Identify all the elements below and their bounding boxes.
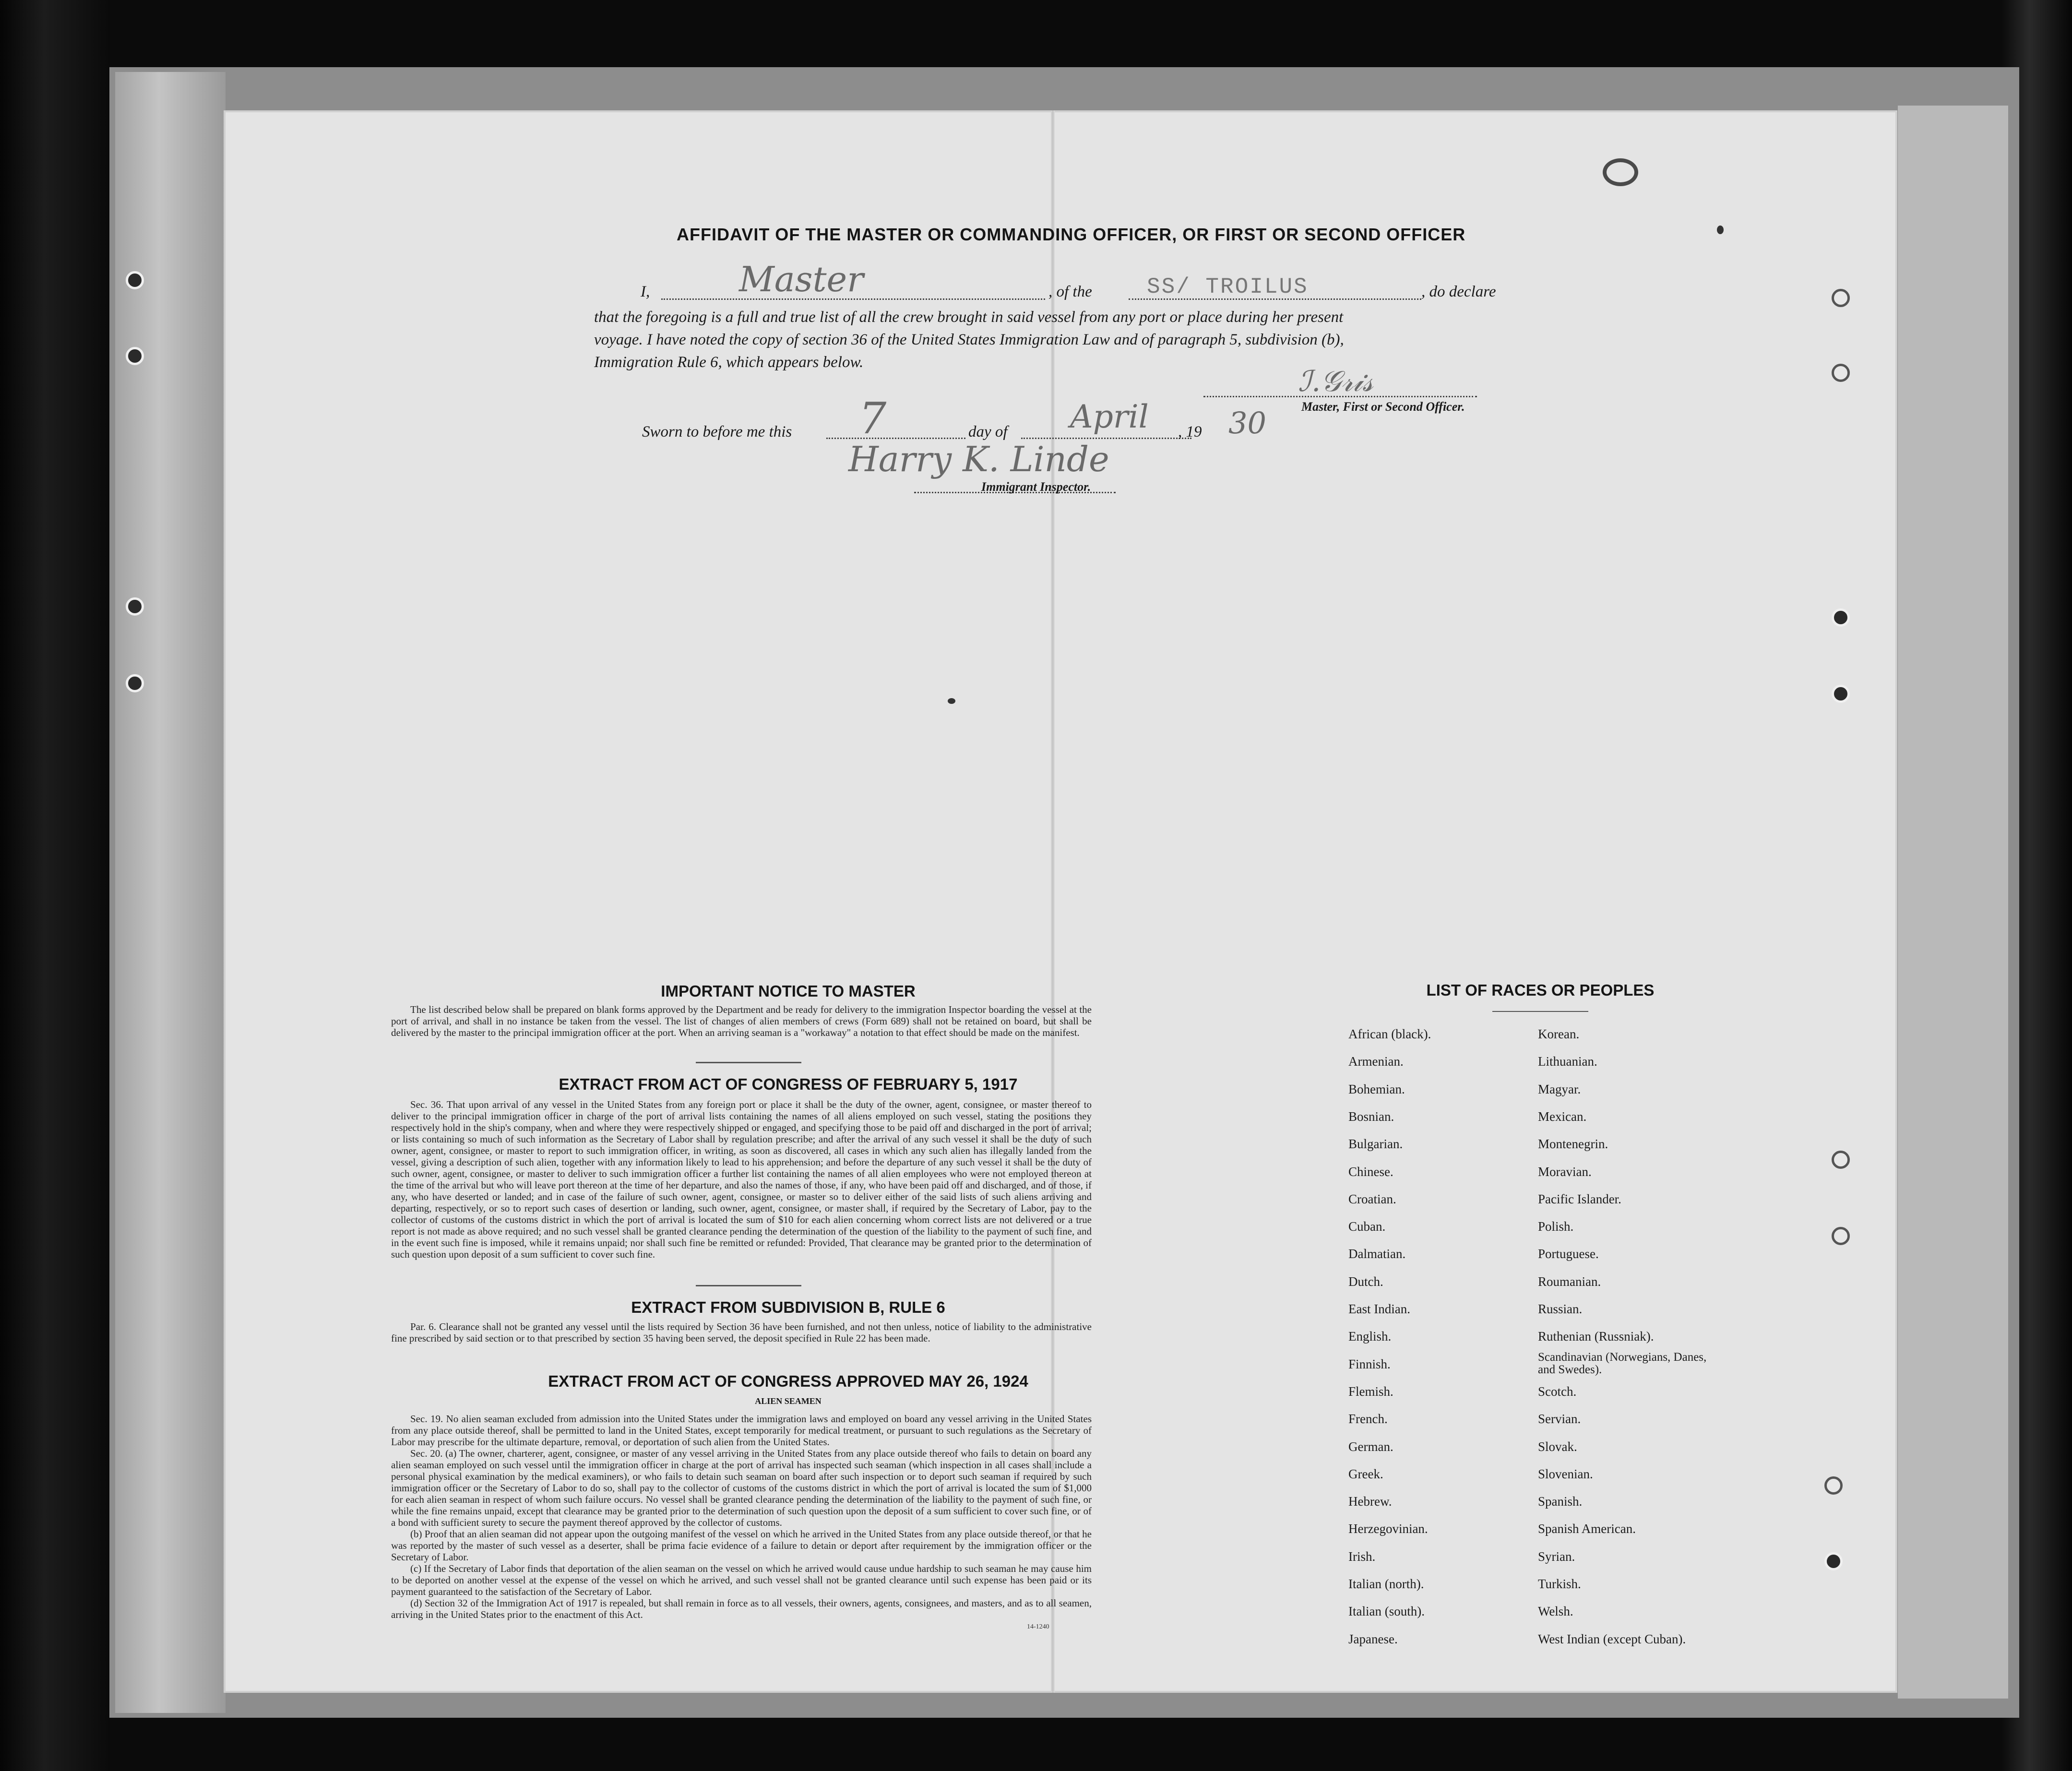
race-item: Turkish. [1538, 1577, 1581, 1591]
punch-hole [1832, 1227, 1850, 1245]
affidavit-line-2: that the foregoing is a full and true list of all the crew brought in said vessel from any port or place during her present [594, 309, 1344, 326]
extract-1917-title: EXTRACT FROM ACT OF CONGRESS OF FEBRUARY 5, 1917 [559, 1075, 1018, 1093]
race-item: Chinese. [1348, 1165, 1393, 1179]
binder-strip [115, 72, 226, 1713]
race-item: Roumanian. [1538, 1274, 1601, 1289]
extract-1924-paragraph: (d) Section 32 of the Immigration Act of 1917 is repealed, but shall remain in force as to all vessels, their owners, agents, consignees, and masters, and as to all seamen, arriving in the United States prior to the enactment of this Act. [391, 1597, 1092, 1620]
punch-hole [1824, 1552, 1843, 1570]
officer-signature: ℐ.𝒢𝓇𝒾𝓈 [1298, 365, 1373, 398]
divider-rule [1492, 1011, 1588, 1012]
punch-hole [1832, 685, 1850, 703]
race-item: Armenian. [1348, 1054, 1404, 1069]
officer-signature-line [1203, 396, 1477, 397]
race-item: Korean. [1538, 1027, 1580, 1041]
affidavit-declare: , do declare [1421, 283, 1496, 300]
officer-caption: Master, First or Second Officer. [1301, 400, 1465, 414]
races-title: LIST OF RACES OR PEOPLES [1426, 981, 1655, 999]
race-item: Bulgarian. [1348, 1137, 1403, 1151]
handwritten-vessel: SS/ TROILUS [1147, 274, 1309, 299]
race-item: Dutch. [1348, 1274, 1383, 1289]
race-item: Scotch. [1538, 1384, 1577, 1399]
punch-hole [1832, 289, 1850, 307]
affidavit-of-the: , of the [1048, 283, 1092, 300]
divider-rule [696, 1285, 801, 1286]
race-item: French. [1348, 1412, 1388, 1426]
race-item: Spanish American. [1538, 1521, 1636, 1536]
race-item: German. [1348, 1439, 1393, 1454]
affidavit-prefix: I, [641, 283, 650, 300]
race-item: Italian (north). [1348, 1577, 1424, 1591]
race-item: Lithuanian. [1538, 1054, 1597, 1069]
film-border-left [0, 0, 110, 1771]
ink-speck [948, 698, 955, 704]
extract-1924-paragraph: (b) Proof that an alien seaman did not appear upon the outgoing manifest of the vessel on which he arrived in the United States from any place outside thereof, or that he was reported by the master of such vessel as a deserter, shall be prima facie evidence of a failure to detain or deport after requirement by the immigration officer or the Secretary of Labor. [391, 1528, 1092, 1563]
extract-1917-paragraph: Sec. 36. That upon arrival of any vessel in the United States from any foreign port or place it shall be the duty of the owner, agent, consignee, or master thereof to deliver to the principal immigration officer in charge of the port of arrival lists containing the names of all aliens employed on such vessel, stating the positions they respectively hold in the ship's company, when and where they were respectively shipped or engaged, and specifying those to be paid off and discharged in the port of arrival; or lists containing so much of such information as the Secretary of Labor shall by regulation prescribe; and after the arrival of any such vessel it shall be the duty of such owner, agent, consignee, or master to report to such immigration officer, in writing, as soon as discovered, all cases in which any such alien has illegally landed from the vessel, giving a description of such alien, together with any information likely to lead to his apprehension; and before the departure of any such vessel it shall be the duty of such owner, agent, consignee, or master to deliver to such immigration officer a further list containing the names of all alien employees who were not employed thereon at the time of the arrival but who will leave port thereon at the time of her departure, and also the names of those, if any, who have been paid off and discharged, and of those, if any, who have deserted or landed; and in case of the failure of such owner, agent, consignee, or master so to deliver either of the said lists of such aliens arriving and departing, respectively, or so to report such cases of desertion or landing, such owner, agent, consignee, or master shall, if required by the Secretary of Labor, pay to the collector of customs of the customs district in which the port of arrival is located the sum of $10 for each alien concerning whom correct lists are not delivered or a true report is not made as above required; and no such vessel shall be granted clearance pending the determination of the question of the liability to the payment of such fine, and in the event such fine is imposed, while it remains unpaid; nor shall such fine be remitted or refunded: Provided, That clearance may be granted prior to the determination of such question upon deposit of a sum sufficient to cover such fine. [391, 1099, 1092, 1260]
race-item: Italian (south). [1348, 1604, 1425, 1618]
punch-hole [1824, 1476, 1843, 1495]
race-item: Slovenian. [1538, 1467, 1593, 1481]
race-item: Montenegrin. [1538, 1137, 1608, 1151]
race-item: Welsh. [1538, 1604, 1573, 1618]
notice-paragraph: The list described below shall be prepared on blank forms approved by the Department and be ready for delivery to the immigration Inspector boarding the vessel at the port of arrival, and shall in no instance be taken from the vessel. The list of changes of alien members of crews (Form 689) shall not be retained on board, but shall be delivered by the master to the principal immigration officer at the port. When an arriving seaman is a "workaway" a notation to that effect should be made on the manifest. [391, 1004, 1092, 1038]
inspector-caption: Immigrant Inspector. [981, 480, 1091, 494]
extract-1924-paragraph: (c) If the Secretary of Labor finds that deportation of the alien seaman on the vessel on which he arrived would cause undue hardship to such seaman he may cause him to be deported on another vessel at the expense of the vessel on which he arrived, and such vessel shall not be granted clearance until such expense has been paid or its payment guaranteed to the satisfaction of the Secretary of Labor. [391, 1563, 1092, 1597]
inspector-signature: Harry K. Linde [848, 439, 1109, 479]
sworn-day-of: day of [968, 423, 1008, 440]
ink-speck [1717, 226, 1724, 234]
race-item: African (black). [1348, 1027, 1431, 1041]
race-item: Herzegovinian. [1348, 1521, 1428, 1536]
binder-hole [126, 271, 144, 289]
divider-rule [696, 1062, 801, 1063]
race-item: Russian. [1538, 1302, 1583, 1316]
race-item: Polish. [1538, 1219, 1574, 1234]
race-item: Magyar. [1538, 1082, 1581, 1096]
race-item: Finnish. [1348, 1357, 1391, 1371]
extract-1924-paragraph: Sec. 19. No alien seaman excluded from admission into the United States under the immigration laws and employed on board any vessel arriving in the United States from any place outside thereof, shall be permitted to land in the United States, except temporarily for medical treatment, or pursuant to such regulations as the Secretary of Labor may prescribe for the ultimate departure, removal, or deportation of such alien from the United States. [391, 1413, 1092, 1448]
race-item: Hebrew. [1348, 1494, 1392, 1509]
race-item: Ruthenian (Russniak). [1538, 1329, 1654, 1343]
race-item: East Indian. [1348, 1302, 1410, 1316]
punch-hole [1832, 608, 1850, 627]
race-item: Irish. [1348, 1549, 1376, 1564]
affidavit-line-4: Immigration Rule 6, which appears below. [594, 354, 864, 371]
subdivision-title: EXTRACT FROM SUBDIVISION B, RULE 6 [631, 1298, 945, 1316]
sworn-prefix: Sworn to before me this [642, 423, 792, 440]
race-item: Servian. [1538, 1412, 1581, 1426]
race-item: Japanese. [1348, 1632, 1398, 1646]
race-item: Dalmatian. [1348, 1247, 1406, 1261]
affidavit-line-3: voyage. I have noted the copy of section 36 of the United States Immigration Law and of paragraph 5, subdivision (b), [594, 331, 1344, 348]
race-item: Scandinavian (Norwegians, Danes, and Swedes). [1538, 1351, 1707, 1376]
extract-1924-title: EXTRACT FROM ACT OF CONGRESS APPROVED MAY 26, 1924 [548, 1372, 1028, 1390]
notice-text [391, 1004, 1092, 1038]
race-item: West Indian (except Cuban). [1538, 1632, 1686, 1646]
race-item: Slovak. [1538, 1439, 1577, 1454]
alien-seamen-subtitle: ALIEN SEAMEN [755, 1396, 822, 1406]
binder-hole [126, 597, 144, 616]
race-item: Pacific Islander. [1538, 1192, 1621, 1206]
punch-hole [1832, 1151, 1850, 1169]
ink-blot [1603, 158, 1638, 186]
handwritten-month: April [1070, 398, 1149, 435]
extract-1924-paragraph: Sec. 20. (a) The owner, charterer, agent, consignee, or master of any vessel arriving in the United States from any place outside thereof who fails to detain on board any alien seaman employed on such vessel until the immigration officer in charge at the port of arrival has inspected such seaman (which inspection in all cases shall include a personal physical examination by the medical examiners), or who fails to detain such seaman on board after such inspection or to deport such seaman if required by such immigration officer or the Secretary of Labor to do so, shall pay to the collector of customs of the customs district in which the port of arrival is located the sum of $1,000 for each alien seaman in respect of whom such failure occurs. No vessel shall be granted clearance pending the determination of the liability to the payment of such fine, or while the fine remains unpaid, except that clearance may be granted prior to the determination of such question upon the deposit of a sum sufficient to cover such fine, or of a bond with sufficient surety to secure the payment thereof approved by the collector of customs. [391, 1448, 1092, 1528]
sworn-year-prefix: , 19 [1178, 423, 1202, 440]
race-item: Cuban. [1348, 1219, 1386, 1234]
race-item: Bohemian. [1348, 1082, 1405, 1096]
right-binder-strip [1898, 106, 2008, 1699]
race-item: Bosnian. [1348, 1109, 1394, 1124]
affidavit-title: AFFIDAVIT OF THE MASTER OR COMMANDING OFFICER, OR FIRST OR SECOND OFFICER [677, 225, 1466, 244]
race-item: Moravian. [1538, 1165, 1592, 1179]
subdivision-paragraph: Par. 6. Clearance shall not be granted any vessel until the lists required by Section 36 have been furnished, and not then unless, notice of liability to the administrative fine prescribed by said section or to that prescribed by section 35 having been served, the deposit specified in Rule 22 has been made. [391, 1321, 1092, 1344]
form-number: 14-1240 [1027, 1623, 1049, 1630]
race-item: Greek. [1348, 1467, 1383, 1481]
punch-hole [1832, 364, 1850, 382]
binder-hole [126, 674, 144, 692]
race-item: Mexican. [1538, 1109, 1587, 1124]
race-item: Flemish. [1348, 1384, 1393, 1399]
race-item: English. [1348, 1329, 1392, 1343]
handwritten-day: 7 [859, 393, 887, 444]
handwritten-name: Master [739, 259, 864, 299]
race-item: Spanish. [1538, 1494, 1583, 1509]
notice-title: IMPORTANT NOTICE TO MASTER [661, 982, 916, 1000]
handwritten-year: 30 [1228, 405, 1266, 440]
race-item: Croatian. [1348, 1192, 1396, 1206]
binder-hole [126, 347, 144, 365]
extract-1924-text [391, 1413, 1092, 1620]
extract-1917-text [391, 1099, 1092, 1260]
race-item: Syrian. [1538, 1549, 1575, 1564]
race-item: Portuguese. [1538, 1247, 1599, 1261]
subdivision-text [391, 1321, 1092, 1344]
